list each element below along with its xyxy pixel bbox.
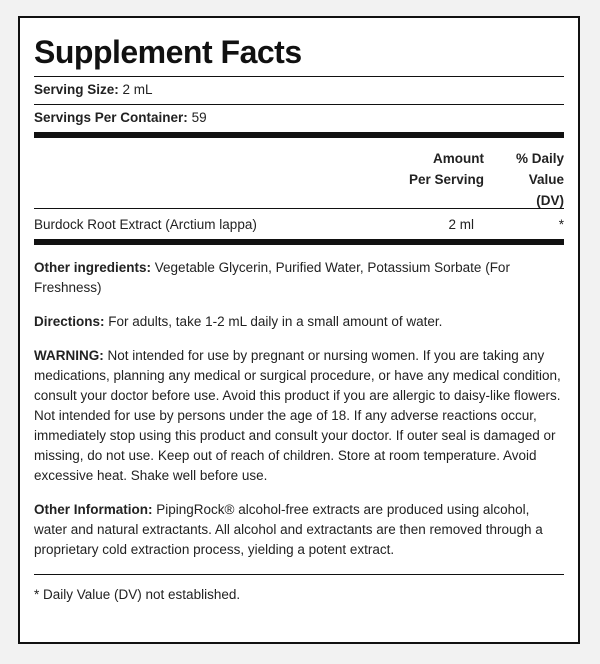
ingredient-amount: 2 ml: [448, 216, 474, 232]
servings-per-container-label: Servings Per Container:: [34, 110, 188, 125]
supplement-facts-panel: [18, 16, 580, 644]
daily-value-header: % Daily Value (DV): [515, 151, 564, 208]
ingredient-name: Burdock Root Extract (Arctium lappa): [34, 216, 257, 232]
ingredient-dv: *: [558, 216, 564, 232]
serving-size-value: 2 mL: [122, 82, 153, 97]
footnote: * Daily Value (DV) not established.: [34, 587, 241, 602]
serving-size: [34, 76, 564, 104]
column-headers: [34, 138, 564, 208]
ingredient-row: [34, 209, 564, 239]
label-title: Supplement Facts: [34, 34, 302, 70]
amount-header: Amount Per Serving: [408, 151, 484, 187]
other-information: Other Information: PipingRock® alcohol-free extracts are produced using alcohol, water and natural extractants. All alcohol and extractants are then removed through a proprietary cold extraction process, yielding a potent extract.: [34, 502, 543, 557]
warning: WARNING: Not intended for use by pregnant or nursing women. If you are taking any medications, planning any medical or surgical procedure, or have any medical condition, consult your doctor before use. Avoid this product if you are allergic to daisy-like flowers. Not intended for use by persons under the age of 18. If any adverse reactions occur, immediately stop using this product and consult your doctor. If outer seal is damaged or missing, do not use. Keep out of reach of children. Store at room temperature. Avoid excessive heat. Shake well before use.: [34, 348, 561, 483]
servings-per-container: [34, 104, 564, 132]
servings-per-container-value: 59: [191, 110, 207, 125]
other-ingredients: Other ingredients: Vegetable Glycerin, Purified Water, Potassium Sorbate (For Freshness): [34, 260, 510, 295]
directions: Directions: For adults, take 1-2 mL daily in a small amount of water.: [34, 314, 443, 329]
serving-size-label: Serving Size:: [34, 82, 119, 97]
